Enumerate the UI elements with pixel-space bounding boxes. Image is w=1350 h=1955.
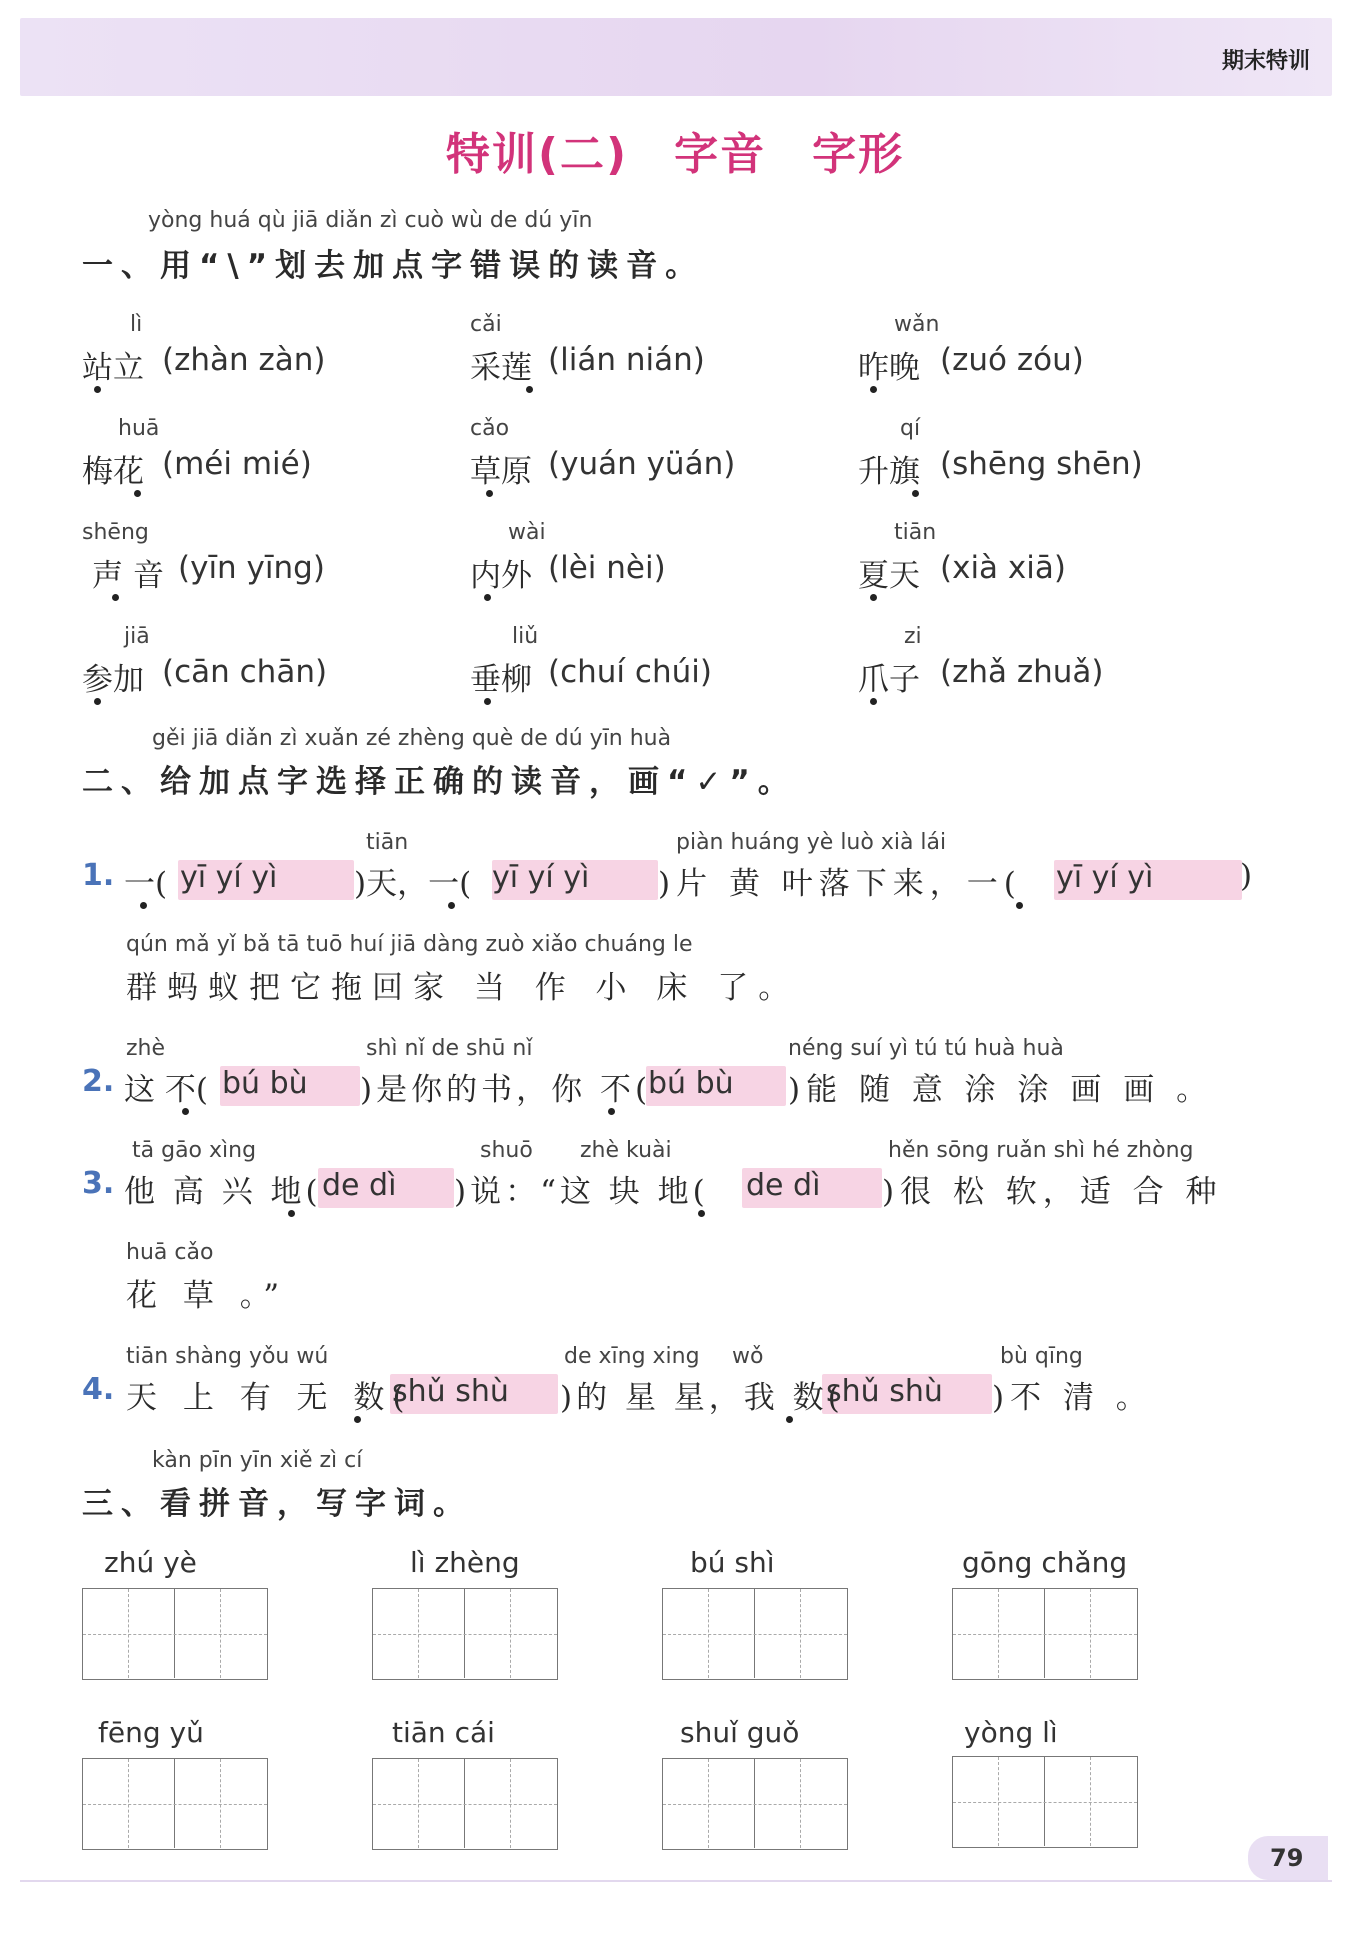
emphasis-dot (608, 1108, 615, 1115)
q1-item-py: tiān (894, 520, 937, 545)
emphasis-dot (448, 902, 455, 909)
q1-item-py: zi (904, 624, 922, 649)
q3-item-py: gōng chǎng (962, 1546, 1128, 1579)
q2-s2-py-b: shì nǐ de shū nǐ (366, 1036, 533, 1061)
q1-pinyin: yòng huá qù jiā diǎn zì cuò wù de dú yīn (148, 208, 593, 233)
emphasis-dot (182, 1108, 189, 1115)
q2-s3-text-1: 他 高 兴 地( (124, 1174, 322, 1210)
emphasis-dot (288, 1210, 295, 1217)
q2-s2-options-2[interactable]: bú bù (648, 1066, 734, 1101)
q2-s4-text-3: )不 清 。 (992, 1380, 1153, 1416)
q2-s1-py-a: tiān (366, 830, 409, 855)
q2-s4-text-2: )的 星 星，我 数( (560, 1380, 844, 1416)
q1-item-word: 站立 (82, 350, 144, 386)
q1-item-py: qí (900, 416, 921, 441)
q3-item-py: yòng lì (964, 1716, 1058, 1749)
q1-item-options[interactable]: (xià xiā) (940, 550, 1066, 586)
emphasis-dot (870, 594, 877, 601)
q3-item-py: tiān cái (392, 1716, 495, 1749)
page-number-tab (1248, 1836, 1328, 1880)
q2-s4-text-1: 天 上 有 无 数( (126, 1380, 413, 1416)
q2-s1-text-4: ) (1240, 858, 1253, 894)
page-title (0, 118, 1350, 182)
writing-grid[interactable] (82, 1588, 268, 1680)
q2-s2-text-1: 这 不( (124, 1072, 208, 1108)
emphasis-dot (94, 698, 101, 705)
q2-pinyin: gěi jiā diǎn zì xuǎn zé zhèng què de dú yīn huà (152, 726, 672, 751)
q1-item-options[interactable]: (yīn yīng) (178, 550, 325, 586)
q2-s1-options-2[interactable]: yī yí yì (492, 860, 590, 895)
q1-item-options[interactable]: (chuí chúi) (548, 654, 712, 690)
q1-item-py: wài (508, 520, 546, 545)
emphasis-dot (486, 490, 493, 497)
q1-item-py: liǔ (512, 624, 539, 649)
q2-s4-options-2[interactable]: shǔ shù (826, 1374, 943, 1409)
q3-item-py: lì zhèng (410, 1546, 520, 1579)
emphasis-dot (912, 490, 919, 497)
q2-s4-py-b: de xīng xing (564, 1344, 700, 1369)
q1-item-options[interactable]: (zhǎ zhuǎ) (940, 654, 1104, 690)
q1-item-word: 昨晚 (858, 350, 920, 386)
title-part-2: 字音 (674, 129, 767, 180)
q2-s1-text-3: )片 黄 叶落下来，一( (658, 866, 1022, 902)
q2-s3-options-2[interactable]: de dì (746, 1168, 821, 1203)
q2-s3-line-2: 花 草 。” (126, 1278, 288, 1314)
q1-item-options[interactable]: (zuó zóu) (940, 342, 1084, 378)
q2-s3-text-2: )说：“这 块 地( (454, 1174, 709, 1210)
q1-item-word: 爪子 (858, 662, 920, 698)
q2-s1-text-2: )天，一( (354, 866, 472, 902)
q1-item-py: cǎo (470, 416, 510, 441)
emphasis-dot (484, 698, 491, 705)
bottom-rule (20, 1880, 1332, 1882)
q1-item-options[interactable]: (méi mié) (162, 446, 312, 482)
writing-grid[interactable] (82, 1758, 268, 1850)
q2-instruction: 二、给加点字选择正确的读音，画“✓”。 (82, 764, 797, 800)
q2-s3-py-c: zhè kuài (580, 1138, 672, 1163)
q1-item-word: 声音 (92, 558, 174, 594)
q1-item-options[interactable]: (lèi nèi) (548, 550, 666, 586)
emphasis-dot (94, 386, 101, 393)
title-part-1: 特训(二) (445, 129, 629, 180)
header-band (20, 18, 1332, 96)
emphasis-dot (1016, 902, 1023, 909)
q3-item-py: bú shì (690, 1546, 775, 1579)
q2-s3-py-d: hěn sōng ruǎn shì hé zhòng (888, 1138, 1194, 1163)
section-tag: 期末特训 (1221, 49, 1310, 74)
q3-pinyin: kàn pīn yīn xiě zì cí (152, 1448, 363, 1473)
q1-item-options[interactable]: (yuán yüán) (548, 446, 736, 482)
emphasis-dot (484, 594, 491, 601)
q2-s1-text-1: 一( (124, 866, 168, 902)
q1-item-py: cǎi (470, 312, 502, 337)
q1-item-word: 采莲 (470, 350, 532, 386)
q1-item-options[interactable]: (cān chān) (162, 654, 328, 690)
q2-s2-number: 2. (82, 1064, 115, 1099)
emphasis-dot (134, 490, 141, 497)
q2-s2-options-1[interactable]: bú bù (222, 1066, 308, 1101)
emphasis-dot (870, 698, 877, 705)
emphasis-dot (698, 1210, 705, 1217)
q3-item-py: zhú yè (104, 1546, 197, 1579)
q2-s1-py-b: piàn huáng yè luò xià lái (676, 830, 947, 855)
q1-item-py: jiā (124, 624, 150, 649)
writing-grid[interactable] (952, 1588, 1138, 1680)
q2-s4-py-c: wǒ (732, 1344, 764, 1369)
q2-s4-options-1[interactable]: shǔ shù (392, 1374, 509, 1409)
q1-item-word: 升旗 (858, 454, 920, 490)
q1-item-word: 垂柳 (470, 662, 532, 698)
q2-s4-py-a: tiān shàng yǒu wú (126, 1344, 329, 1369)
q2-s1-number: 1. (82, 858, 115, 893)
q2-s2-py-a: zhè (126, 1036, 166, 1061)
emphasis-dot (140, 902, 147, 909)
emphasis-dot (354, 1416, 361, 1423)
emphasis-dot (786, 1416, 793, 1423)
q1-item-options[interactable]: (lián nián) (548, 342, 705, 378)
q2-s3-py-a: tā gāo xìng (132, 1138, 257, 1163)
emphasis-dot (112, 594, 119, 601)
writing-grid[interactable] (662, 1588, 848, 1680)
q2-s1-options-1[interactable]: yī yí yì (180, 860, 278, 895)
q1-item-options[interactable]: (shēng shēn) (940, 446, 1143, 482)
q1-item-py: wǎn (894, 312, 940, 337)
q1-item-word: 草原 (470, 454, 532, 490)
q2-s3-options-1[interactable]: de dì (322, 1168, 397, 1203)
q1-item-options[interactable]: (zhàn zàn) (162, 342, 326, 378)
q2-s1-options-3[interactable]: yī yí yì (1056, 860, 1154, 895)
emphasis-dot (526, 386, 533, 393)
q2-s4-number: 4. (82, 1372, 115, 1407)
q2-s1-line-2: 群蚂蚁把它拖回家 当 作 小 床 了。 (126, 970, 800, 1006)
q1-item-word: 夏天 (858, 558, 920, 594)
q2-s3-py-b: shuō (480, 1138, 533, 1163)
q2-s3-py-e: huā cǎo (126, 1240, 214, 1265)
writing-grid[interactable] (662, 1758, 848, 1850)
q2-s3-text-3: )很 松 软，适 合 种 (882, 1174, 1223, 1210)
q1-item-py: huā (118, 416, 160, 441)
page-number: 79 (1270, 1844, 1304, 1872)
q2-s2-py-c: néng suí yì tú tú huà huà (788, 1036, 1064, 1061)
q2-s2-text-2: )是你的书，你 不( (360, 1072, 652, 1108)
q3-instruction: 三、看拼音，写字词。 (82, 1486, 472, 1522)
writing-grid[interactable] (952, 1756, 1138, 1848)
writing-grid[interactable] (372, 1588, 558, 1680)
q2-s3-number: 3. (82, 1166, 115, 1201)
q2-s4-py-d: bù qīng (1000, 1344, 1083, 1369)
q2-s2-text-3: )能 随 意 涂 涂 画 画 。 (788, 1072, 1214, 1108)
title-part-3: 字形 (812, 129, 905, 180)
q1-item-word: 梅花 (82, 454, 144, 490)
q1-item-word: 参加 (82, 662, 144, 698)
q1-item-py: lì (130, 312, 143, 337)
q3-item-py: fēng yǔ (98, 1716, 204, 1749)
q1-item-word: 内外 (470, 558, 532, 594)
q2-s1-py-c: qún mǎ yǐ bǎ tā tuō huí jiā dàng zuò xiǎo chuáng le (126, 932, 693, 957)
q1-item-py: shēng (82, 520, 149, 545)
q3-item-py: shuǐ guǒ (680, 1716, 800, 1749)
writing-grid[interactable] (372, 1758, 558, 1850)
emphasis-dot (870, 386, 877, 393)
q1-instruction: 一、用“\”划去加点字错误的读音。 (82, 248, 705, 284)
